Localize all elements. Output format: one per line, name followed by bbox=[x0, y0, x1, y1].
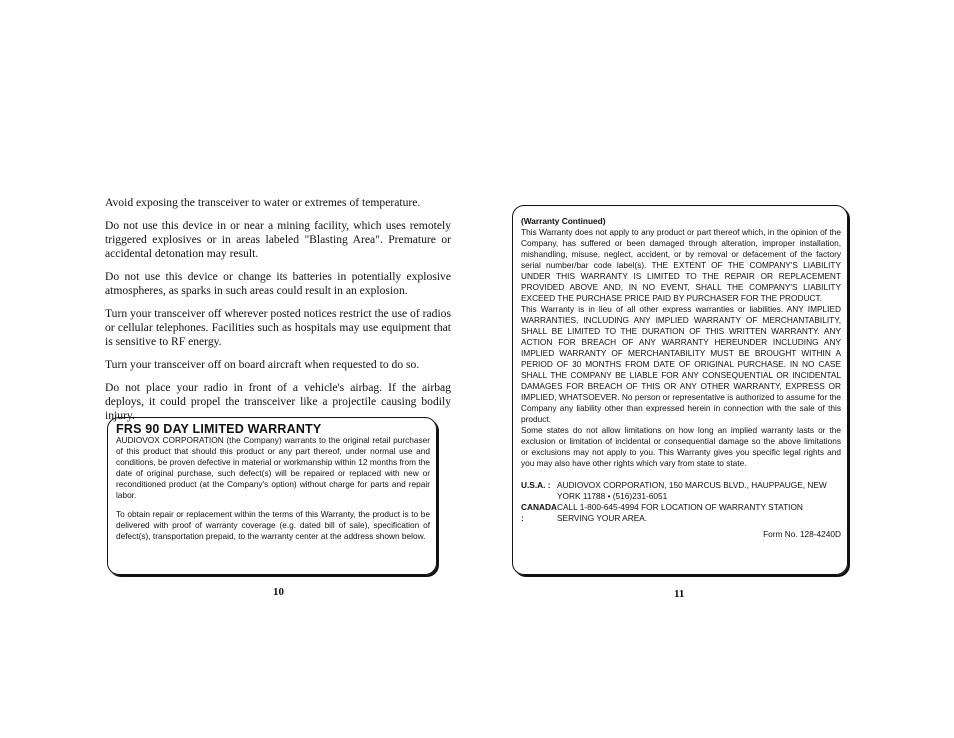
paragraph-rf-energy: Turn your transceiver off wherever posted notices restrict the use of radios or cellular telephones. Facilities such as hospitals may use equipment that is sensitive to RF energy. bbox=[105, 307, 451, 348]
paragraph-airbag: Do not place your radio in front of a vehicle's airbag. If the airbag deploys, it could propel the transceiver like a projectile causing bodily injury. bbox=[105, 381, 451, 422]
warranty-paragraph-2: To obtain repair or replacement within the terms of this Warranty, the product is to be delivered with proof of warranty coverage (e.g. dated bill of sale), specification of defect(s), transportation prepaid, to the warranty center at the address shown below. bbox=[116, 509, 430, 541]
canada-label: CANADA : bbox=[521, 502, 557, 523]
warranty-paragraph-1: AUDIOVOX CORPORATION (the Company) warrants to the original retail purchaser of this product that should this product or any part thereof, under normal use and conditions, be proven defective in material or workmanship within 12 months from the date of original purchase, such defect(s) will be repaired or replaced with new or reconditioned product (at the Company's option) without charge for parts and repair labor. bbox=[116, 435, 430, 500]
warranty-title: FRS 90 DAY LIMITED WARRANTY bbox=[116, 422, 322, 436]
warranty-continued-paragraph-2: This Warranty is in lieu of all other express warranties or liabilities. ANY IMPLIED WARRANTIES, INCLUDING ANY IMPLIED WARRANTY OF MERCHANTABILITY, SHALL BE LIMITED TO THE DURATION OF THIS WRITTEN WARRANTY. ANY ACTION FOR BREACH OF ANY WARRANTY HEREUNDER INCLUDING ANY IMPLIED WARRANTY OF MERCHANTABILITY MUST BE BROUGHT WITHIN A PERIOD OF 30 MONTHS FROM DATE OF ORIGINAL PURCHASE. IN NO CASE SHALL THE COMPANY BE LIABLE FOR ANY CONSEQUENTIAL OR INCIDENTAL DAMAGES FOR BREACH OF THIS OR ANY OTHER WARRANTY, EXPRESS OR IMPLIED, WHATSOEVER. No person or representative is authorized to assume for the Company any liability other than expressed herein in connection with the sale of this product. bbox=[521, 304, 841, 424]
warranty-continued-paragraph-3: Some states do not allow limitations on how long an implied warranty lasts or the exclusion or limitation of incidental or consequential damage so the above limitations or exclusions may not apply to you. This Warranty gives you specific legal rights and you may also have other rights which vary from state to state. bbox=[521, 425, 841, 468]
usa-address: AUDIOVOX CORPORATION, 150 MARCUS BLVD., HAUPPAUGE, NEW YORK 11788 • (516)231-6051 bbox=[557, 480, 827, 501]
address-block bbox=[521, 480, 841, 524]
canada-contact: CALL 1-800-645-4994 FOR LOCATION OF WARRANTY STATION SERVING YOUR AREA. bbox=[557, 502, 803, 523]
warranty-box bbox=[107, 417, 437, 575]
warranty-continued-box bbox=[512, 205, 848, 575]
warranty-continued-paragraph-1: This Warranty does not apply to any product or part thereof which, in the opinion of the Company, has suffered or been damaged through alteration, improper installation, mishandling, misuse, neglect, accident, or by removal or defacement of the factory serial number/bar code label(s). THE EXTENT OF THE COMPANY'S LIABILITY UNDER THIS WARRANTY IS LIMITED TO THE REPAIR OR REPLACEMENT PROVIDED ABOVE AND, IN NO EVENT, SHALL THE COMPANY'S LIABILITY EXCEED THE PURCHASE PRICE PAID BY PURCHASER FOR THE PRODUCT. bbox=[521, 227, 841, 303]
paragraph-aircraft: Turn your transceiver off on board aircraft when requested to do so. bbox=[105, 358, 420, 371]
paragraph-explosive-atmospheres: Do not use this device or change its batteries in potentially explosive atmospheres, as sparks in such areas could result in an explosion. bbox=[105, 270, 451, 297]
warranty-continued-heading: (Warranty Continued) bbox=[521, 216, 606, 226]
page-number-left: 10 bbox=[273, 586, 284, 598]
left-page-body bbox=[105, 196, 451, 432]
usa-label: U.S.A. : bbox=[521, 480, 551, 490]
paragraph-blasting: Do not use this device in or near a mining facility, which uses remotely triggered explosives or in areas labeled "Blasting Area". Premature or accidental detonation may result. bbox=[105, 219, 451, 260]
paragraph-temperature: Avoid exposing the transceiver to water or extremes of temperature. bbox=[105, 196, 421, 209]
page-number-right: 11 bbox=[674, 588, 685, 600]
form-number: Form No. 128-4240D bbox=[763, 529, 841, 539]
